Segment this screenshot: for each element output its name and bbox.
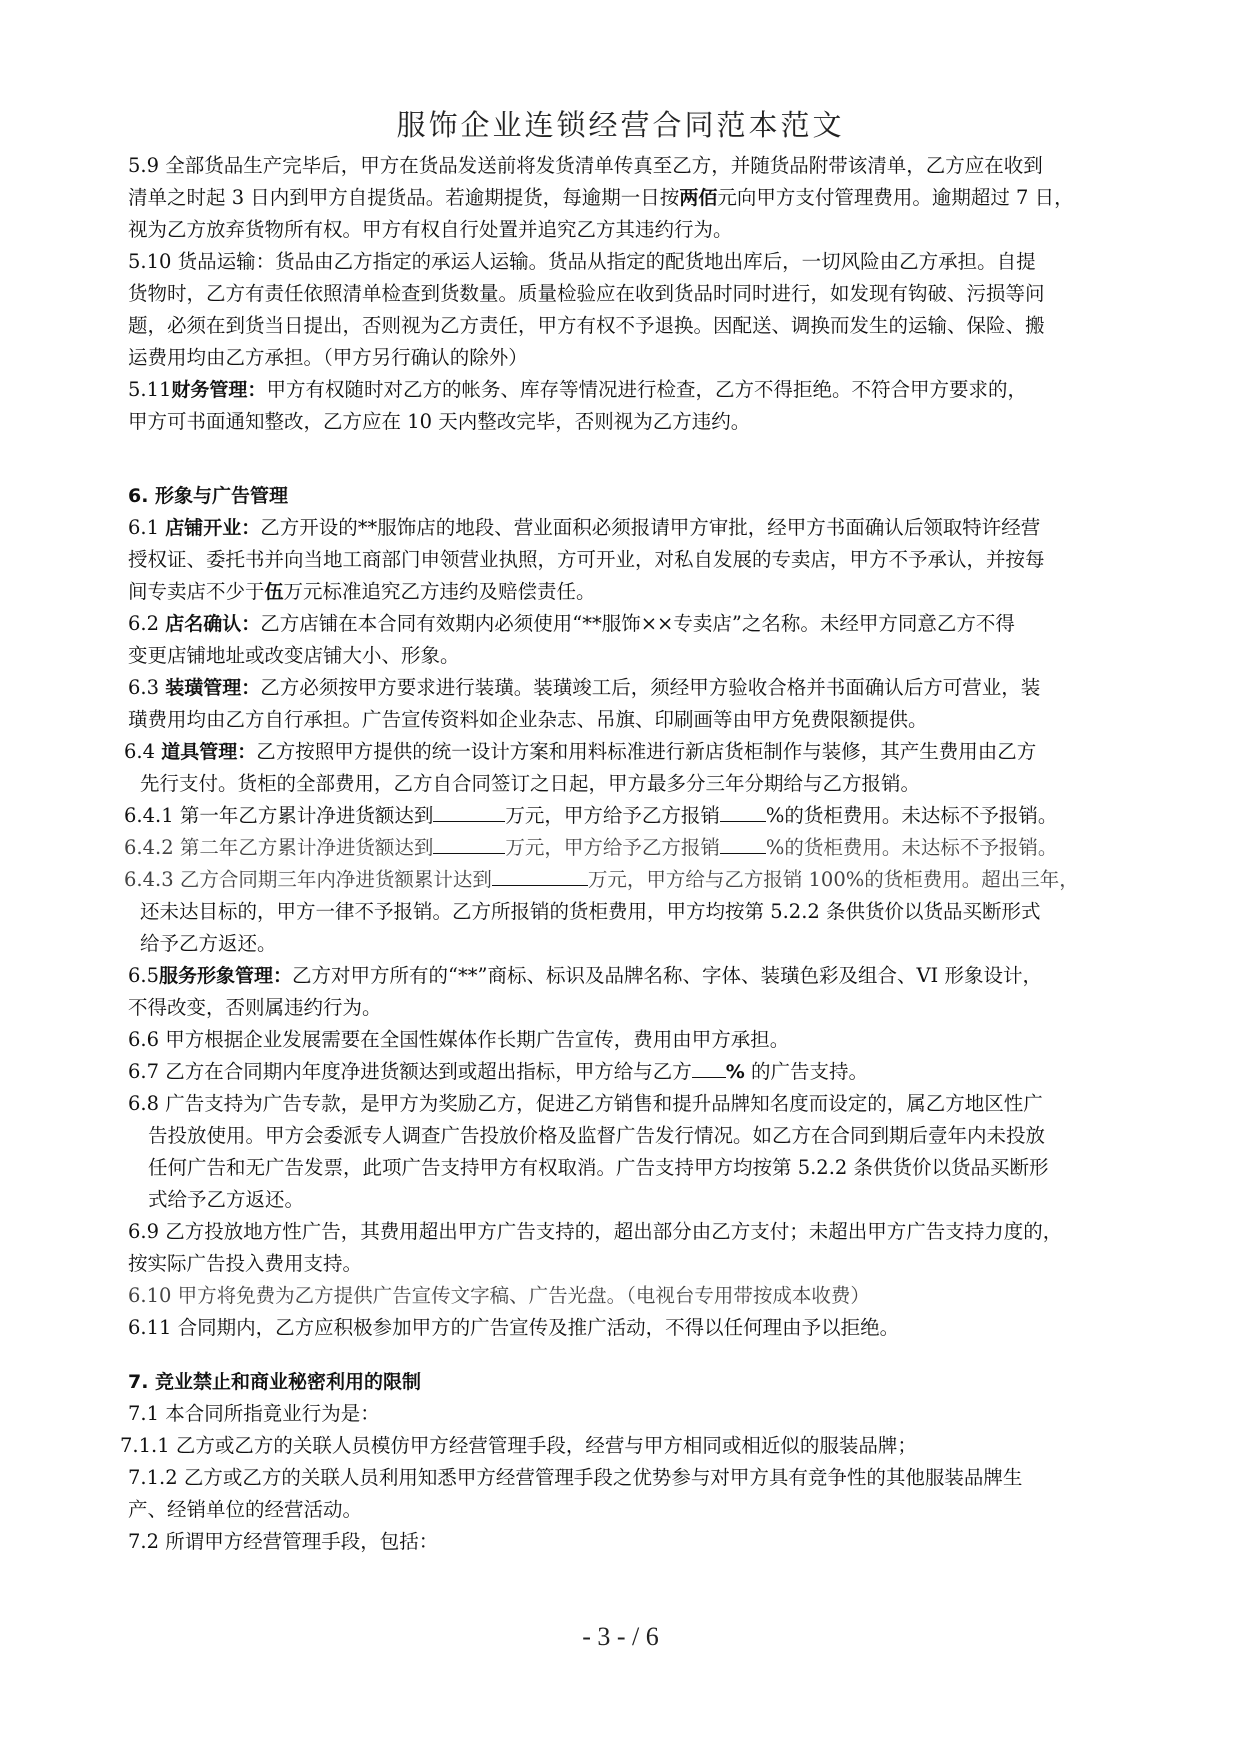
- clause-5-10-line-1: 5.10 货品运输：货品由乙方指定的承运人运输。货品从指定的配货地出库后，一切风险由乙方承担。自提: [128, 250, 1036, 273]
- clause-6-4-3-line-1: 6.4.3 乙方合同期三年内净进货额累计达到 万元，甲方给与乙方报销 100%的货柜费用。超出三年，: [124, 868, 1079, 891]
- clause-6-4-3-line-3: 给予乙方返还。: [140, 932, 277, 955]
- clause-7-2: 7.2 所谓甲方经营管理手段，包括：: [128, 1530, 439, 1553]
- clause-6-1-line-2: 授权证、委托书并向当地工商部门申领营业执照，方可开业，对私自发展的专卖店，甲方不予承认，并按每: [128, 548, 1045, 571]
- clause-7-1-2-line-2: 产、经销单位的经营活动。: [128, 1498, 363, 1521]
- clause-6-8-line-2: 告投放使用。甲方会委派专人调查广告投放价格及监督广告发行情况。如乙方在合同到期后壹年内未投放: [148, 1124, 1046, 1147]
- clause-heading: 店名确认：: [165, 613, 261, 635]
- clause-heading: 装璜管理：: [165, 677, 261, 699]
- clause-6-7: 6.7 乙方在合同期内年度净进货额达到或超出指标，甲方给与乙方 % 的广告支持。: [128, 1060, 868, 1083]
- clause-5-10-line-3: 题，必须在到货当日提出，否则视为乙方责任，甲方有权不予退换。因配送、调换而发生的运输、保险、搬: [128, 314, 1045, 337]
- clause-heading: 道具管理：: [161, 741, 257, 763]
- clause-6-5-line-1: 6.5服务形象管理：乙方对甲方所有的“**”商标、标识及品牌名称、字体、装璜色彩及组合、VI 形象设计，: [128, 964, 1042, 987]
- clause-6-4-3-line-2: 还未达目标的，甲方一律不予报销。乙方所报销的货柜费用，甲方均按第 5.2.2 条供货价以货品买断形式: [140, 900, 1041, 923]
- clause-6-1-line-1: 6.1 店铺开业：乙方开设的**服饰店的地段、营业面积必须报请甲方审批，经甲方书面确认后领取特许经营: [128, 516, 1041, 539]
- clause-5-9-line-3: 视为乙方放弃货物所有权。甲方有权自行处置并追究乙方其违约行为。: [128, 218, 733, 241]
- clause-5-10-line-2: 货物时，乙方有责任依照清单检查到货数量。质量检验应在收到货品时同时进行，如发现有钩破、污损等问: [128, 282, 1045, 305]
- clause-6-3-line-2: 璜费用均由乙方自行承担。广告宣传资料如企业杂志、吊旗、印刷画等由甲方免费限额提供。: [128, 708, 928, 731]
- clause-6-3-line-1: 6.3 装璜管理：乙方必须按甲方要求进行装璜。装璜竣工后，须经甲方验收合格并书面确认后方可营业，装: [128, 676, 1041, 699]
- document-body: [120, 150, 1173, 1558]
- clause-6-2-line-2: 变更店铺地址或改变店铺大小、形象。: [128, 644, 460, 667]
- blank-field: [692, 1059, 726, 1078]
- clause-7-1-1: 7.1.1 乙方或乙方的关联人员模仿甲方经营管理手段，经营与甲方相同或相近似的服装品牌；: [120, 1434, 917, 1457]
- clause-5-9-line-1: 5.9 全部货品生产完毕后，甲方在货品发送前将发货清单传真至乙方，并随货品附带该清单，乙方应在收到: [128, 154, 1043, 177]
- section-6-heading: 6. 形象与广告管理: [128, 485, 289, 507]
- clause-heading: 店铺开业：: [165, 517, 261, 539]
- clause-heading: 服务形象管理：: [159, 965, 293, 987]
- clause-6-8-line-1: 6.8 广告支持为广告专款，是甲方为奖励乙方，促进乙方销售和提升品牌知名度而设定的，属乙方地区性广: [128, 1092, 1043, 1115]
- clause-6-1-line-3: 间专卖店不少于伍万元标准追究乙方违约及赔偿责任。: [128, 580, 596, 603]
- clause-7-1-2-line-1: 7.1.2 乙方或乙方的关联人员利用知悉甲方经营管理手段之优势参与对甲方具有竞争性的其他服装品牌生: [128, 1466, 1023, 1489]
- amount-bold: 两佰: [679, 187, 718, 209]
- clause-6-8-line-3: 任何广告和无广告发票，此项广告支持甲方有权取消。广告支持甲方均按第 5.2.2 条供货价以货品买断形: [148, 1156, 1049, 1179]
- clause-6-4-line-1: 6.4 道具管理：乙方按照甲方提供的统一设计方案和用料标准进行新店货柜制作与装修，其产生费用由乙方: [124, 740, 1037, 763]
- document-title: 服饰企业连锁经营合同范本范文: [396, 108, 845, 142]
- clause-heading: 财务管理：: [171, 379, 267, 401]
- clause-6-4-1: 6.4.1 第一年乙方累计净进货额达到 万元，甲方给予乙方报销 %的货柜费用。未达标不予报销。: [124, 804, 1058, 827]
- blank-field: [720, 835, 766, 854]
- blank-field: [720, 803, 766, 822]
- clause-6-5-line-2: 不得改变，否则属违约行为。: [128, 996, 382, 1019]
- blank-field: [433, 803, 505, 822]
- clause-6-8-line-4: 式给予乙方返还。: [148, 1188, 305, 1211]
- clause-6-2-line-1: 6.2 店名确认：乙方店铺在本合同有效期内必须使用“**服饰××专卖店”之名称。未经甲方同意乙方不得: [128, 612, 1015, 635]
- section-7-heading: 7. 竞业禁止和商业秘密利用的限制: [128, 1371, 422, 1393]
- clause-5-11-line-2: 甲方可书面通知整改，乙方应在 10 天内整改完毕，否则视为乙方违约。: [128, 410, 751, 433]
- clause-7-1: 7.1 本合同所指竟业行为是：: [128, 1402, 380, 1425]
- clause-5-9-line-2: 清单之时起 3 日内到甲方自提货品。若逾期提货，每逾期一日按两佰元向甲方支付管理费用。逾期超过 7 日，: [128, 186, 1074, 209]
- clause-6-6: 6.6 甲方根据企业发展需要在全国性媒体作长期广告宣传，费用由甲方承担。: [128, 1028, 790, 1051]
- clause-5-10-line-4: 运费用均由乙方承担。（甲方另行确认的除外）: [128, 346, 528, 369]
- clause-5-11-line-1: 5.11财务管理：甲方有权随时对乙方的帐务、库存等情况进行检查，乙方不得拒绝。不符合甲方要求的，: [128, 378, 1027, 401]
- clause-6-9-line-1: 6.9 乙方投放地方性广告，其费用超出甲方广告支持的，超出部分由乙方支付；未超出甲方广告支持力度的，: [128, 1220, 1063, 1243]
- clause-6-9-line-2: 按实际广告投入费用支持。: [128, 1252, 363, 1275]
- clause-6-4-line-2: 先行支付。货柜的全部费用，乙方自合同签订之日起，甲方最多分三年分期给与乙方报销。: [140, 772, 921, 795]
- blank-field: [433, 835, 505, 854]
- amount-bold: 伍: [264, 581, 284, 603]
- clause-6-10: 6.10 甲方将免费为乙方提供广告宣传文字稿、广告光盘。（电视台专用带按成本收费）: [128, 1284, 870, 1307]
- clause-6-4-2: 6.4.2 第二年乙方累计净进货额达到 万元，甲方给予乙方报销 %的货柜费用。未达标不予报销。: [124, 836, 1058, 859]
- blank-field: [492, 867, 588, 886]
- page-number: - 3 - / 6: [582, 1622, 659, 1651]
- clause-6-11: 6.11 合同期内，乙方应积极参加甲方的广告宣传及推广活动，不得以任何理由予以拒绝。: [128, 1316, 900, 1339]
